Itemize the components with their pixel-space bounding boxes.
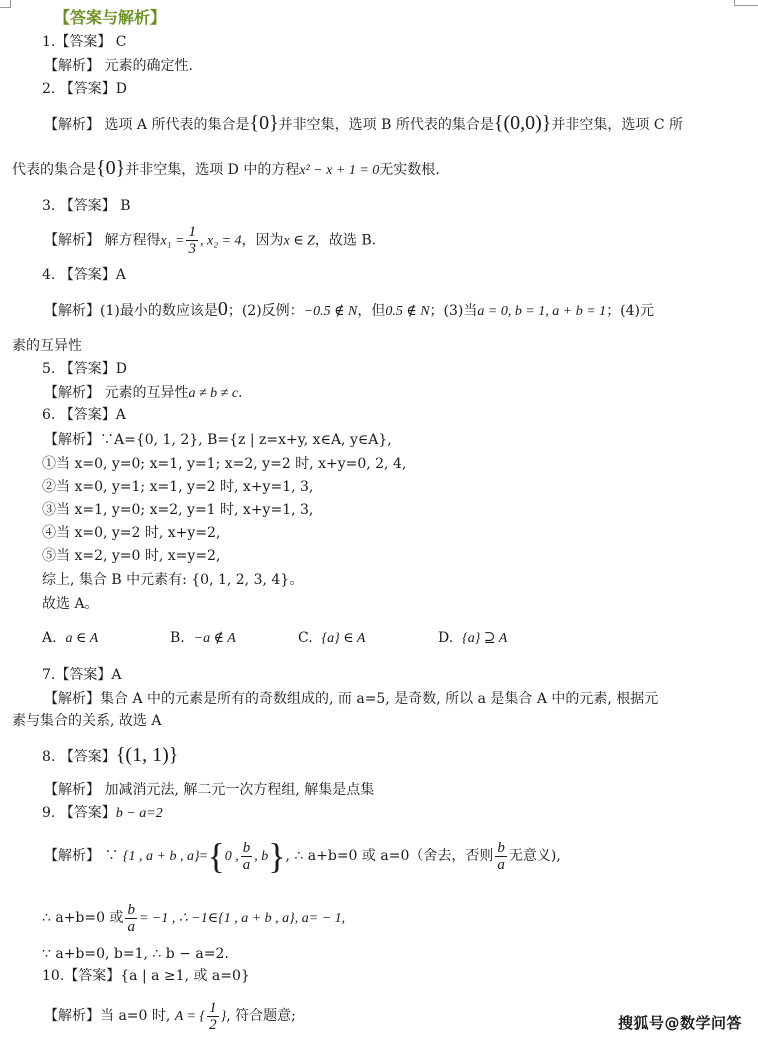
fraction-numerator: b xyxy=(242,839,251,856)
text: 8. 【答案】 xyxy=(42,749,116,765)
text: 【解析】 ∵ xyxy=(44,848,123,864)
math-counterexample-1: −0.5 ∉ N xyxy=(303,304,358,319)
q1-analysis: 【解析】 元素的确定性. xyxy=(44,58,193,74)
math-answer: b − a=2 xyxy=(115,806,163,821)
q9-analysis-line1 xyxy=(44,836,561,877)
text: ，但 xyxy=(357,303,386,319)
q4-analysis-line2: 素的互异性 xyxy=(12,338,82,354)
math-set-zero: {0} xyxy=(96,157,126,179)
fraction-denominator: 2 xyxy=(209,1016,217,1033)
q6-analysis-line: 综上, 集合 B 中元素有: {0, 1, 2, 3, 4}。 xyxy=(42,572,304,588)
text: 并非空集，选项 D 中的方程 xyxy=(125,162,300,178)
text: 9. 【答案】 xyxy=(42,805,116,821)
text: , 符合题意; xyxy=(226,1008,296,1024)
math-set: A = { xyxy=(174,1009,206,1024)
text: ，因为 xyxy=(241,232,284,249)
q6-analysis-line: ③当 x=1, y=0; x=2, y=1 时, x+y=1, 3, xyxy=(42,502,314,518)
fraction-b-over-a xyxy=(125,902,137,935)
watermark: 搜狐号@数学问答 xyxy=(618,1014,743,1032)
section-title: 【答案与解析】 xyxy=(54,8,167,27)
text: 并非空集，选项 B 所代表的集合是 xyxy=(278,117,494,133)
brace-left: { xyxy=(207,836,225,876)
math-set-zero: {0} xyxy=(249,112,279,134)
math-x2: , x₂ = 4 xyxy=(199,233,242,249)
fraction-b-over-a xyxy=(495,840,507,873)
text: . xyxy=(238,385,243,401)
fraction-one-third xyxy=(186,224,198,257)
brace-right: } xyxy=(268,836,286,876)
text: ，故选 B. xyxy=(314,232,377,249)
q6-analysis-line: ①当 x=0, y=0; x=1, y=1; x=2, y=2 时, x+y=0, 2, 4, xyxy=(42,456,407,472)
fraction-denominator: a xyxy=(127,918,135,935)
text: ；(4)元 xyxy=(606,303,655,319)
option-expr: a ∈ A xyxy=(65,631,99,646)
math-equation: x² − x + 1 = 0 xyxy=(299,163,380,178)
q6-answer: 6. 【答案】A xyxy=(42,407,126,423)
text: 【解析】当 a=0 时, xyxy=(44,1008,171,1024)
math-equals: = xyxy=(199,849,208,864)
text: , ∴ a+b=0 或 a=0（舍去，否则 xyxy=(285,848,494,864)
option-label: A. xyxy=(42,630,57,646)
page-corner-mark-left xyxy=(0,0,11,8)
math-set-origin: {(0,0)} xyxy=(493,112,552,134)
option-expr: {a} ⊇ A xyxy=(462,631,508,646)
option-b xyxy=(170,629,236,648)
math-zero: 0 xyxy=(217,298,228,320)
option-expr: {a} ∈ A xyxy=(321,631,366,646)
q2-answer: 2. 【答案】D xyxy=(42,81,128,97)
text: ；(3)当 xyxy=(429,303,478,319)
q6-analysis-line: ⑤当 x=2, y=0 时, x=y=2, xyxy=(42,548,221,564)
text: 并非空集，选项 C 所 xyxy=(551,117,684,133)
math-text: 0 , xyxy=(224,849,239,864)
fraction-one-half xyxy=(207,1000,219,1033)
q7-analysis-line1: 【解析】集合 A 中的元素是所有的奇数组成的, 而 a=5, 是奇数, 所以 a 是集合 A 中的元素, 根据元 xyxy=(44,691,659,707)
math-text: , b xyxy=(254,849,269,864)
q4-answer: 4. 【答案】A xyxy=(42,267,126,283)
q8-answer xyxy=(42,746,178,766)
q6-analysis-line: 【解析】∵A={0, 1, 2}, B={z | z=x+y, x∈A, y∈A}, xyxy=(44,432,392,448)
q3-analysis xyxy=(44,224,376,257)
math-example-3: a = 0, b = 1, a + b = 1 xyxy=(477,304,607,319)
q3-answer: 3. 【答案】 B xyxy=(42,198,131,214)
text: ；(2)反例： xyxy=(227,303,304,319)
text: 无意义), xyxy=(508,848,561,864)
q6-analysis-line: ②当 x=0, y=1; x=1, y=2 时, x+y=1, 3, xyxy=(42,479,314,495)
q2-analysis-line2 xyxy=(12,159,440,180)
text: ∴ a+b=0 或 xyxy=(42,910,124,926)
text: 代表的集合是 xyxy=(12,162,96,178)
text: 【解析】 解方程得 xyxy=(44,232,161,249)
page-corner-mark-right xyxy=(734,0,758,6)
fraction-numerator: 1 xyxy=(188,224,196,240)
option-label: C. xyxy=(298,630,313,646)
math-point-set: {(1, 1)} xyxy=(115,744,179,766)
option-label: D. xyxy=(438,630,454,646)
option-expr: −a ∉ A xyxy=(193,631,236,646)
q10-answer: 10.【答案】{a | a ≥1, 或 a=0} xyxy=(42,968,250,984)
fraction-b-over-a xyxy=(241,840,253,873)
text: 【解析】 选项 A 所代表的集合是 xyxy=(44,117,250,133)
text: 无实数根. xyxy=(379,162,440,178)
math-set-close: } xyxy=(220,1009,227,1024)
q7-answer: 7.【答案】A xyxy=(42,667,122,683)
option-label: B. xyxy=(170,630,185,646)
math-x1: x₁ = xyxy=(160,233,185,249)
q8-analysis: 【解析】 加减消元法, 解二元一次方程组, 解集是点集 xyxy=(44,782,375,798)
fraction-numerator: b xyxy=(127,901,135,918)
math-inequality: a ≠ b ≠ c xyxy=(188,386,239,401)
option-c xyxy=(298,629,365,648)
q9-answer xyxy=(42,804,163,823)
option-a xyxy=(42,629,98,648)
text: 【解析】(1)最小的数应该是 xyxy=(44,303,218,319)
q1-answer: 1.【答案】 C xyxy=(42,34,127,50)
q6-analysis-line: ④当 x=0, y=2 时, x+y=2, xyxy=(42,525,221,541)
q2-analysis-line1 xyxy=(44,114,683,134)
math-counterexample-2: 0.5 ∉ N xyxy=(385,304,430,319)
q4-analysis-line1 xyxy=(44,300,654,321)
fraction-denominator: a xyxy=(242,856,251,873)
q9-analysis-line3: ∵ a+b=0, b=1, ∴ b − a=2. xyxy=(42,946,229,962)
fraction-numerator: b xyxy=(497,839,505,856)
math-set-left: {1 , a + b , a} xyxy=(122,849,200,864)
q7-analysis-line2: 素与集合的关系, 故选 A xyxy=(12,713,162,729)
option-d xyxy=(438,629,507,648)
q9-analysis-line2 xyxy=(42,900,345,937)
q6-analysis-line: 故选 A。 xyxy=(42,596,99,612)
q5-answer: 5. 【答案】D xyxy=(42,361,128,377)
math-text: = −1 , ∴ −1∈{1 , a + b , a}, a= − 1, xyxy=(138,911,346,926)
q5-analysis xyxy=(44,384,243,403)
fraction-numerator: 1 xyxy=(209,999,217,1016)
fraction-denominator: a xyxy=(497,856,505,873)
math-membership: x ∈ Z xyxy=(283,233,315,249)
fraction-denominator: 3 xyxy=(188,241,196,257)
q10-analysis xyxy=(44,998,296,1035)
text: 【解析】 元素的互异性 xyxy=(44,385,189,401)
